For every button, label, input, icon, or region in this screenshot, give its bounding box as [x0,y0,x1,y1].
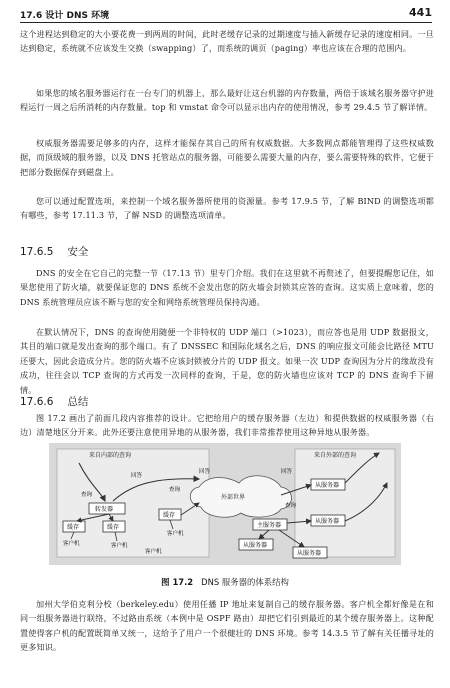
label-cache-3: 缓存 [163,512,176,519]
section-heading-security [20,244,88,259]
paragraph-1: 这个进程达到稳定的大小要花费一到两周的时间，此时老缓存记录的过期速度与插入新缓存记录的速度相同。一旦达到稳定，系统就不应该发生交换（swapping）了，而系统的调页（paging）率也应该在合理的范围内。 [20,29,434,54]
label-query-2: 查询 [169,487,181,493]
dns-architecture-figure [49,443,401,565]
label-client-1: 客户机 [63,541,80,547]
outside-zone [295,449,395,557]
paragraph-2: 如果您的域名服务器运行在一台专门的机器上，那么最好让这台机器的内存数量，两倍于该域名服务器守护进程运行一周之后所消耗的内存数量。top 和 vmstat 命令可以显示出内存的使用情况，参考 29.4.5 节了解详情。 [20,88,434,113]
figure-diagram [49,443,401,565]
paragraph-6: 在默认情况下，DNS 的查询使用随便一个非特权的 UDP 端口（>1023），而应答也是用 UDP 数据报文，其目的端口就是发出查询的那个端口。有了 DNSSEC 和国际化域名之后，DNS 的响应报文可能会比路径 MTU 还要大，因此会造成分片。您的防火墙不应该封锁被分片的 UDP 报文。如果一次 UDP 查询因为分片的缘故没有成功，往往会以 TCP 查询的方式再发一次同样的查询，于是，您的防火墙也应该对 TCP 的 DNS 查询手下留情。 [20,327,434,395]
label-slave-1: 从服务器 [315,482,340,489]
page-number: 441 [409,6,432,19]
figure-caption-text: DNS 服务器的体系结构 [201,577,289,587]
section-number: 17.6.6 [20,396,54,408]
label-query-3: 查询 [285,503,297,509]
figure-number: 图 17.2 [161,577,194,587]
label-inside-queries: 来自内部的查询 [89,452,132,459]
section-title: 安全 [67,246,89,258]
label-forwarder: 转发器 [95,506,114,513]
label-slave-2: 从服务器 [315,518,340,525]
paragraph-4: 您可以通过配置选项，来控制一个域名服务器所使用的资源量。参考 17.9.5 节，了解 BIND 的调整选项都有哪些，参考 17.11.3 节，了解 NSD 的调整选项清单。 [20,196,434,221]
label-master: 主服务器 [257,522,282,529]
paragraph-8: 加州大学伯克利分校（berkeley.edu）使用任播 IP 地址来复制自己的缓存服务器。客户机全都好像是在和同一组服务器进行联络，不过路由系统（本例中是 OSPF 路由）却把它们引到最近的某个缓存服务器上。这种配置使得客户机的配置既简单又统一，这给予了用户一个很健壮的 DNS 环境。参考 14.3.5 节了解有关任播寻址的更多知识。 [20,599,434,653]
label-answer-2: 回答 [199,469,211,475]
figure-caption [0,576,450,588]
label-cache-2: 缓存 [107,524,120,531]
paragraph-7: 图 17.2 画出了前面几段内容推荐的设计。它把给用户的缓存服务器（左边）和提供数据的权威服务器（右边）清楚地区分开来。此外还要注意使用异地的从服务器，我们非常推荐使用这种异地从服务器。 [20,413,434,438]
label-slave-3: 从服务器 [243,542,268,549]
section-heading-summary [20,394,88,409]
label-cache-1: 缓存 [67,524,80,531]
label-query: 查询 [81,492,93,498]
label-answer-3: 回答 [281,469,293,475]
label-client-4: 客户机 [167,531,184,537]
paragraph-3: 权威服务器需要足够多的内存，这样才能保存其自己的所有权威数据。大多数网点都能管理得了这些权威数据，而顶级域的服务器，以及 DNS 托管站点的服务器，可能要么需要大量的内存，要么需要特殊的软件，它便于把部分数据保存到磁盘上。 [20,138,434,177]
label-outside-queries: 来自外部的查询 [314,452,357,459]
label-client-2: 客户机 [111,543,128,549]
section-number: 17.6.5 [20,246,54,258]
label-slave-4: 从服务器 [297,550,322,557]
header-section-title: 17.6 设计 DNS 环境 [20,11,110,21]
label-outside-world: 外部世界 [221,494,246,501]
label-answer: 回答 [131,473,143,479]
section-title: 总结 [67,396,89,408]
label-client-3: 客户机 [145,549,162,555]
running-header [20,6,432,23]
paragraph-5: DNS 的安全在它自己的完整一节（17.13 节）里专门介绍。我们在这里就不再赘述了，但要提醒您记住，如果您使用了防火墙，就要保证您的 DNS 系统不会发出您的防火墙会封锁其应答的查询。这实质上意味着，您的 DNS 系统管理员应该不断与您的安全和网络系统管理员保持沟通。 [20,268,434,307]
